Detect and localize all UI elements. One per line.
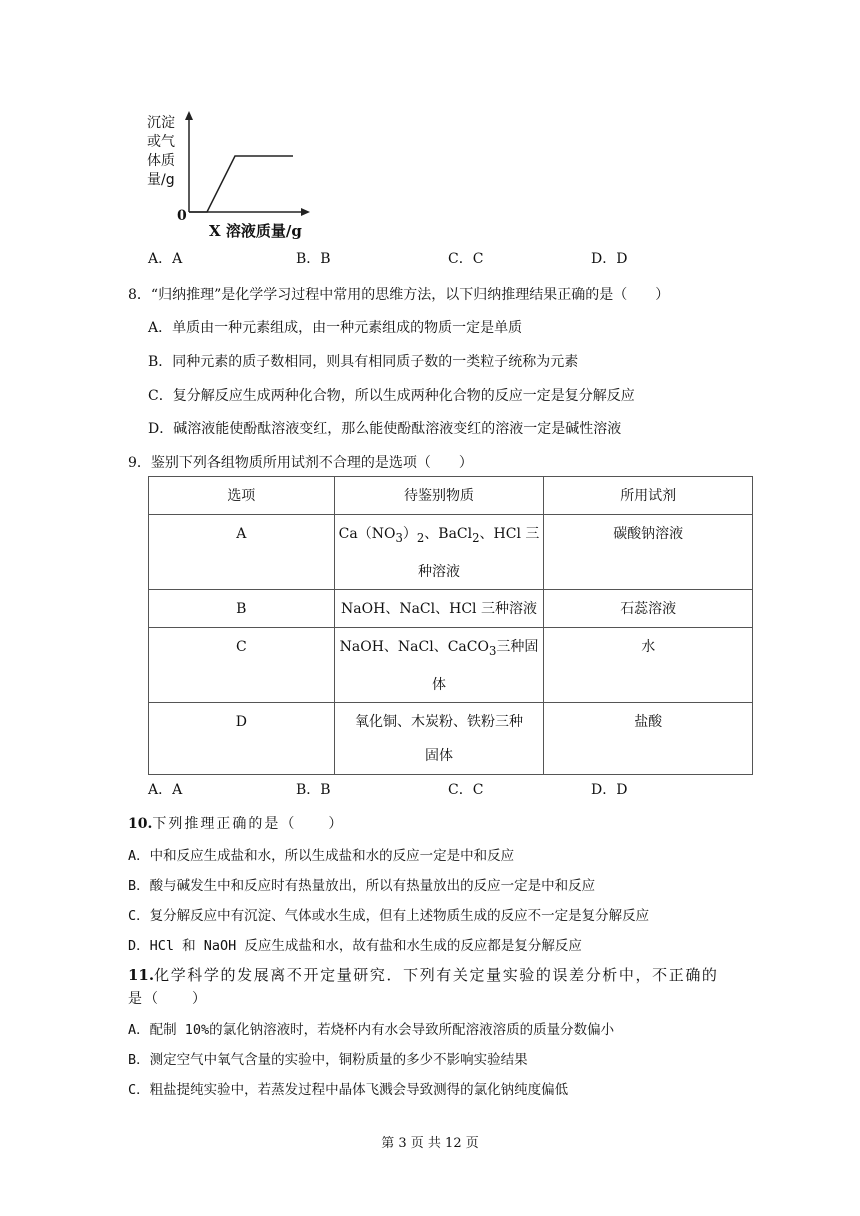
q11-option-c[interactable]: C．粗盐提纯实验中，若蒸发过程中晶体飞溅会导致测得的氯化钠纯度偏低 <box>128 1082 569 1098</box>
q8-stem: 8．“归纳推理”是化学学习过程中常用的思维方法，以下归纳推理结果正确的是（ ） <box>128 287 670 303</box>
q8-option-b[interactable]: B．同种元素的质子数相同，则具有相同质子数的一类粒子统称为元素 <box>148 354 579 370</box>
y-label-line: 体质 <box>147 153 175 169</box>
q8-option-a[interactable]: A．单质由一种元素组成，由一种元素组成的物质一定是单质 <box>148 320 523 336</box>
q7-option-c[interactable]: C．C <box>448 251 484 267</box>
y-label-line: 量/g <box>147 172 175 188</box>
table-cell-reagent: 盐酸 <box>544 702 753 774</box>
table-cell-option: B <box>149 589 335 627</box>
q11-stem-line1: 化学科学的发展离不开定量研究．下列有关定量实验的误差分析中，不正确的 <box>154 966 719 984</box>
y-label-line: 或气 <box>147 134 175 150</box>
table-cell-reagent: 水 <box>544 627 753 702</box>
graph-origin: 0 <box>177 208 187 224</box>
q9-option-d[interactable]: D．D <box>591 782 628 798</box>
table-cell-substances: NaOH、NaCl、CaCO$_3$三种固 体 <box>334 627 544 702</box>
precipitate-graph <box>145 108 315 243</box>
table-cell-reagent: 石蕊溶液 <box>544 589 753 627</box>
q11-option-b[interactable]: B．测定空气中氧气含量的实验中，铜粉质量的多少不影响实验结果 <box>128 1052 528 1068</box>
table-header-cell: 所用试剂 <box>544 477 753 515</box>
q11-number: 11. <box>128 966 155 984</box>
q8-option-d[interactable]: D．碱溶液能使酚酞溶液变红，那么能使酚酞溶液变红的溶液一定是碱性溶液 <box>148 421 622 437</box>
q9-option-b[interactable]: B．B <box>296 782 331 798</box>
graph-y-label <box>147 114 175 190</box>
table-cell-reagent: 碳酸钠溶液 <box>544 515 753 590</box>
q11-question <box>128 964 719 985</box>
q7-option-a[interactable]: A．A <box>148 251 183 267</box>
q9-option-c[interactable]: C．C <box>448 782 484 798</box>
q9-stem: 9．鉴别下列各组物质所用试剂不合理的是选项（ ） <box>128 455 473 471</box>
graph-x-label: X 溶液质量/g <box>209 222 302 240</box>
q10-option-b[interactable]: B．酸与碱发生中和反应时有热量放出，所以有热量放出的反应一定是中和反应 <box>128 878 596 894</box>
table-row <box>149 589 753 627</box>
table-cell-substances: 氧化铜、木炭粉、铁粉三种 固体 <box>334 702 544 774</box>
table-row <box>149 702 753 774</box>
page-footer: 第 3 页 共 12 页 <box>381 1136 479 1151</box>
q10-stem: 下列推理正确的是（ ） <box>152 816 345 832</box>
q8-option-c[interactable]: C．复分解反应生成两种化合物，所以生成两种化合物的反应一定是复分解反应 <box>148 388 635 404</box>
y-label-line: 沉淀 <box>147 115 175 131</box>
q11-option-a[interactable]: A．配制 10%的氯化钠溶液时，若烧杯内有水会导致所配溶液溶质的质量分数偏小 <box>128 1022 615 1038</box>
q9-table <box>148 476 753 775</box>
q10-question <box>128 813 344 833</box>
table-cell-option: D <box>149 702 335 774</box>
table-cell-option: A <box>149 515 335 590</box>
table-cell-substances: $Ca(NO_3)_2$、BaCl$_2$、HCl 三 种溶液 <box>334 515 544 590</box>
q7-option-b[interactable]: B．B <box>296 251 331 267</box>
table-header-cell: 待鉴别物质 <box>334 477 544 515</box>
q7-option-d[interactable]: D．D <box>591 251 628 267</box>
q10-number: 10. <box>128 816 153 832</box>
table-header-row <box>149 477 753 515</box>
q10-option-d[interactable]: D．HCl 和 NaOH 反应生成盐和水，故有盐和水生成的反应都是复分解反应 <box>128 938 582 954</box>
table-cell-substances: NaOH、NaCl、HCl 三种溶液 <box>334 589 544 627</box>
q10-option-a[interactable]: A．中和反应生成盐和水，所以生成盐和水的反应一定是中和反应 <box>128 848 515 864</box>
table-row <box>149 627 753 702</box>
table-header-cell: 选项 <box>149 477 335 515</box>
q9-option-a[interactable]: A．A <box>148 782 183 798</box>
table-row <box>149 515 753 590</box>
table-cell-option: C <box>149 627 335 702</box>
q11-stem-line2: 是（ ） <box>128 991 208 1007</box>
q10-option-c[interactable]: C．复分解反应中有沉淀、气体或水生成，但有上述物质生成的反应不一定是复分解反应 <box>128 908 650 924</box>
